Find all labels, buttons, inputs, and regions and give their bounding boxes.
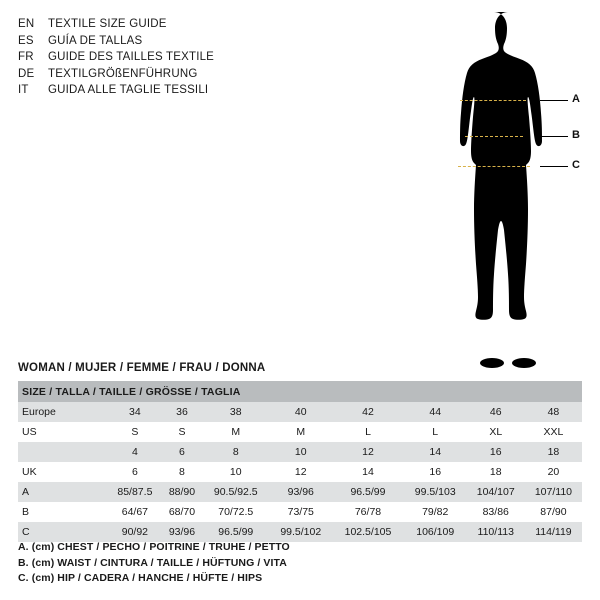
- language-title: GUÍA DE TALLAS: [48, 34, 143, 47]
- table-cell: 88/90: [162, 482, 202, 502]
- table-cell: 76/78: [332, 502, 404, 522]
- language-code: EN: [18, 18, 35, 30]
- row-label: B: [18, 502, 108, 522]
- table-cell: S: [108, 422, 162, 442]
- table-cell: XL: [467, 422, 525, 442]
- measure-leader-hip: [540, 166, 568, 167]
- table-header-row: [18, 381, 582, 402]
- measure-leader-waist: [540, 136, 568, 137]
- table-cell: 18: [525, 442, 582, 462]
- table-cell: 42: [332, 402, 404, 422]
- measure-line-waist: [465, 136, 523, 137]
- language-title: TEXTILGRÖßENFÜHRUNG: [48, 67, 198, 80]
- table-cell: 40: [269, 402, 332, 422]
- language-title: GUIDA ALLE TAGLIE TESSILI: [48, 84, 209, 96]
- female-silhouette-figure: [430, 8, 590, 373]
- table-cell: 79/82: [404, 502, 467, 522]
- language-code: DE: [18, 67, 35, 80]
- language-list: [18, 16, 318, 99]
- table-cell: 70/72.5: [202, 502, 269, 522]
- table-row: [18, 482, 582, 502]
- row-label: US: [18, 422, 108, 442]
- table-cell: 6: [108, 462, 162, 482]
- table-cell: 99.5/102: [269, 522, 332, 542]
- table-cell: 85/87.5: [108, 482, 162, 502]
- table-cell: 46: [467, 402, 525, 422]
- measure-line-hip: [458, 166, 530, 167]
- table-row: [18, 402, 582, 422]
- measure-label-hip: C: [572, 159, 580, 171]
- table-cell: 14: [332, 462, 404, 482]
- row-label: UK: [18, 462, 108, 482]
- table-cell: 16: [467, 442, 525, 462]
- measure-label-waist: B: [572, 129, 580, 141]
- table-cell: 106/109: [404, 522, 467, 542]
- table-row: [18, 442, 582, 462]
- row-label: C: [18, 522, 108, 542]
- row-label: [18, 442, 108, 462]
- table-cell: 96.5/99: [332, 482, 404, 502]
- table-cell: 12: [332, 442, 404, 462]
- table-cell: 93/96: [162, 522, 202, 542]
- table-cell: 10: [202, 462, 269, 482]
- table-cell: 16: [404, 462, 467, 482]
- row-label: Europe: [18, 402, 108, 422]
- language-row-es: [18, 33, 318, 50]
- table-cell: 4: [108, 442, 162, 462]
- size-table: [18, 381, 582, 542]
- row-label: A: [18, 482, 108, 502]
- language-row-de: [18, 66, 318, 83]
- language-row-fr: [18, 49, 318, 66]
- table-row: [18, 462, 582, 482]
- table-cell: 6: [162, 442, 202, 462]
- language-title: GUIDE DES TAILLES TEXTILE: [48, 51, 215, 63]
- table-cell: 87/90: [525, 502, 582, 522]
- measure-label-chest: A: [572, 93, 580, 105]
- table-cell: 83/86: [467, 502, 525, 522]
- measure-leader-chest: [540, 100, 568, 101]
- table-header-cell: SIZE / TALLA / TAILLE / GRÖSSE / TAGLIA: [18, 381, 582, 402]
- table-cell: S: [162, 422, 202, 442]
- table-cell: L: [332, 422, 404, 442]
- language-code: ES: [18, 34, 34, 47]
- language-row-en: [18, 16, 318, 33]
- language-code: FR: [18, 51, 34, 63]
- table-cell: 48: [525, 402, 582, 422]
- table-cell: XXL: [525, 422, 582, 442]
- silhouette-icon: [430, 8, 590, 373]
- table-cell: 93/96: [269, 482, 332, 502]
- table-cell: M: [202, 422, 269, 442]
- table-cell: 14: [404, 442, 467, 462]
- table-cell: 8: [202, 442, 269, 462]
- table-cell: 102.5/105: [332, 522, 404, 542]
- footnote-waist: B. (cm) WAIST / CINTURA / TAILLE / HÜFTUNG / VITA: [18, 556, 287, 569]
- footnote-list: [18, 540, 578, 587]
- footnote-chest: A. (cm) CHEST / PECHO / POITRINE / TRUHE / PETTO: [18, 541, 290, 553]
- table-cell: 114/119: [525, 522, 582, 542]
- language-row-it: [18, 82, 318, 99]
- table-cell: 104/107: [467, 482, 525, 502]
- table-cell: 18: [467, 462, 525, 482]
- table-cell: 20: [525, 462, 582, 482]
- table-row: [18, 502, 582, 522]
- table-cell: 64/67: [108, 502, 162, 522]
- table-cell: 10: [269, 442, 332, 462]
- footnote-hip: C. (cm) HIP / CADERA / HANCHE / HÜFTE / HIPS: [18, 572, 263, 584]
- table-cell: 110/113: [467, 522, 525, 542]
- language-title: TEXTILE SIZE GUIDE: [48, 18, 167, 30]
- table-row: [18, 522, 582, 542]
- table-cell: 34: [108, 402, 162, 422]
- table-cell: 8: [162, 462, 202, 482]
- table-cell: M: [269, 422, 332, 442]
- table-cell: 12: [269, 462, 332, 482]
- table-cell: 68/70: [162, 502, 202, 522]
- table-row: [18, 422, 582, 442]
- table-cell: 96.5/99: [202, 522, 269, 542]
- table-cell: L: [404, 422, 467, 442]
- table-cell: 73/75: [269, 502, 332, 522]
- table-cell: 44: [404, 402, 467, 422]
- size-table-wrapper: [18, 381, 582, 542]
- language-code: IT: [18, 84, 29, 96]
- table-cell: 90.5/92.5: [202, 482, 269, 502]
- table-caption: WOMAN / MUJER / FEMME / FRAU / DONNA: [18, 362, 266, 374]
- table-cell: 99.5/103: [404, 482, 467, 502]
- table-cell: 107/110: [525, 482, 582, 502]
- measure-line-chest: [460, 100, 526, 101]
- table-cell: 38: [202, 402, 269, 422]
- table-cell: 36: [162, 402, 202, 422]
- table-cell: 90/92: [108, 522, 162, 542]
